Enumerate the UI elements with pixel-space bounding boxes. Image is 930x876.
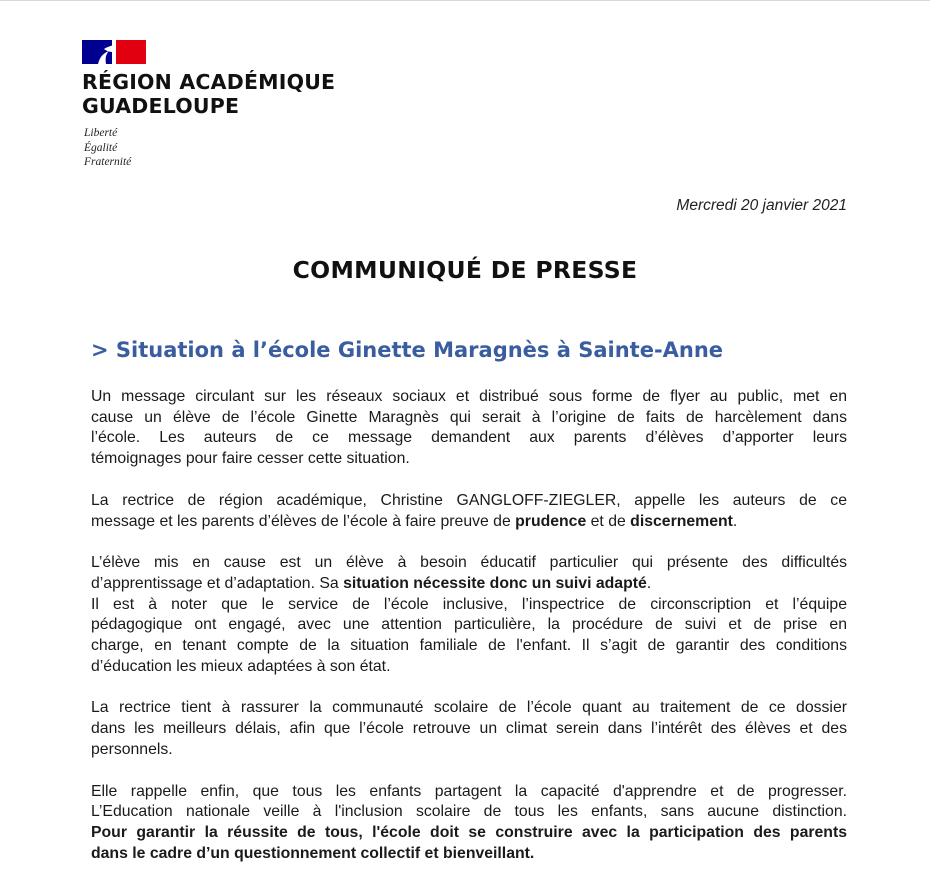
paragraph-4: [91, 698, 847, 760]
press-release-date: Mercredi 20 janvier 2021: [676, 197, 847, 214]
text-line: L’élève mis en cause est un élève à besoin éducatif particulier qui présente des difficultés: [91, 554, 847, 572]
text-line: charge, en tenant compte de la situation familiale de l'enfant. Il s’agit de garantir des conditions: [91, 637, 847, 655]
marianne-flag-icon: [82, 40, 146, 64]
region-line-1: RÉGION ACADÉMIQUE: [82, 70, 336, 94]
subject-heading: > Situation à l’école Ginette Maragnès à Sainte-Anne: [91, 338, 724, 362]
page-top-border: [0, 0, 930, 1]
text-line: pédagogique ont engagé, avec une attention particulière, la procédure de suivi et de prise en: [91, 616, 847, 634]
text-line: L’Education nationale veille à l'inclusion scolaire de tous les enfants, sans aucune distinction.: [91, 803, 847, 821]
document-title: COMMUNIQUÉ DE PRESSE: [292, 256, 638, 284]
paragraph-2: [91, 491, 847, 532]
text-line: Un message circulant sur les réseaux sociaux et distribué sous forme de flyer au public, met en: [91, 388, 847, 405]
text-line: d’éducation les mieux adaptées à son état.: [91, 657, 391, 675]
text-line: l’école. Les auteurs de ce message demandent aux parents d’élèves d’apporter leurs: [91, 429, 847, 447]
motto-fraternite: Fraternité: [84, 156, 132, 168]
text-line: cause un élève de l’école Ginette Maragnès qui serait à l’origine de faits de harcèlement dans: [91, 408, 847, 426]
emphasis-suivi-adapte: situation nécessite donc un suivi adapté: [343, 574, 647, 592]
text-line: message et les parents d’élèves de l’école à faire preuve de prudence et de discernement.: [91, 512, 738, 530]
text-line: Elle rappelle enfin, que tous les enfants partagent la capacité d'apprendre et de progresser.: [91, 782, 847, 800]
emphasis-prudence: prudence: [515, 512, 587, 530]
paragraph-3: [91, 553, 847, 677]
motto-liberte: Liberté: [84, 127, 118, 139]
region-line-2: GUADELOUPE: [82, 94, 240, 118]
text-line: personnels.: [91, 740, 173, 758]
paragraph-5: [91, 782, 847, 865]
text-line: d’apprentissage et d’adaptation. Sa situation nécessite donc un suivi adapté.: [91, 574, 652, 592]
text-line: dans les meilleurs délais, afin que l’école retrouve un climat serein dans l’intérêt des élèves et des: [91, 720, 847, 738]
emphasis-discernement: discernement: [630, 512, 733, 530]
text-line: La rectrice tient à rassurer la communauté scolaire de l’école quant au traitement de ce dossier: [91, 699, 847, 717]
motto-egalite: Égalité: [84, 141, 118, 154]
text-line: témoignages pour faire cesser cette situation.: [91, 450, 410, 468]
bold-text-line: Pour garantir la réussite de tous, l'école doit se construire avec la participation des parents: [91, 823, 847, 841]
text-line: La rectrice de région académique, Christine GANGLOFF-ZIEGLER, appelle les auteurs de ce: [91, 491, 847, 509]
bold-text-line: dans le cadre d’un questionnement collectif et bienveillant.: [91, 844, 535, 862]
text-line: Il est à noter que le service de l’école inclusive, l’inspectrice de circonscription et l’équipe: [91, 595, 847, 613]
republic-motto: [84, 126, 131, 170]
paragraph-1: [91, 387, 847, 470]
region-name: [82, 70, 335, 118]
press-release-body: [91, 387, 847, 864]
